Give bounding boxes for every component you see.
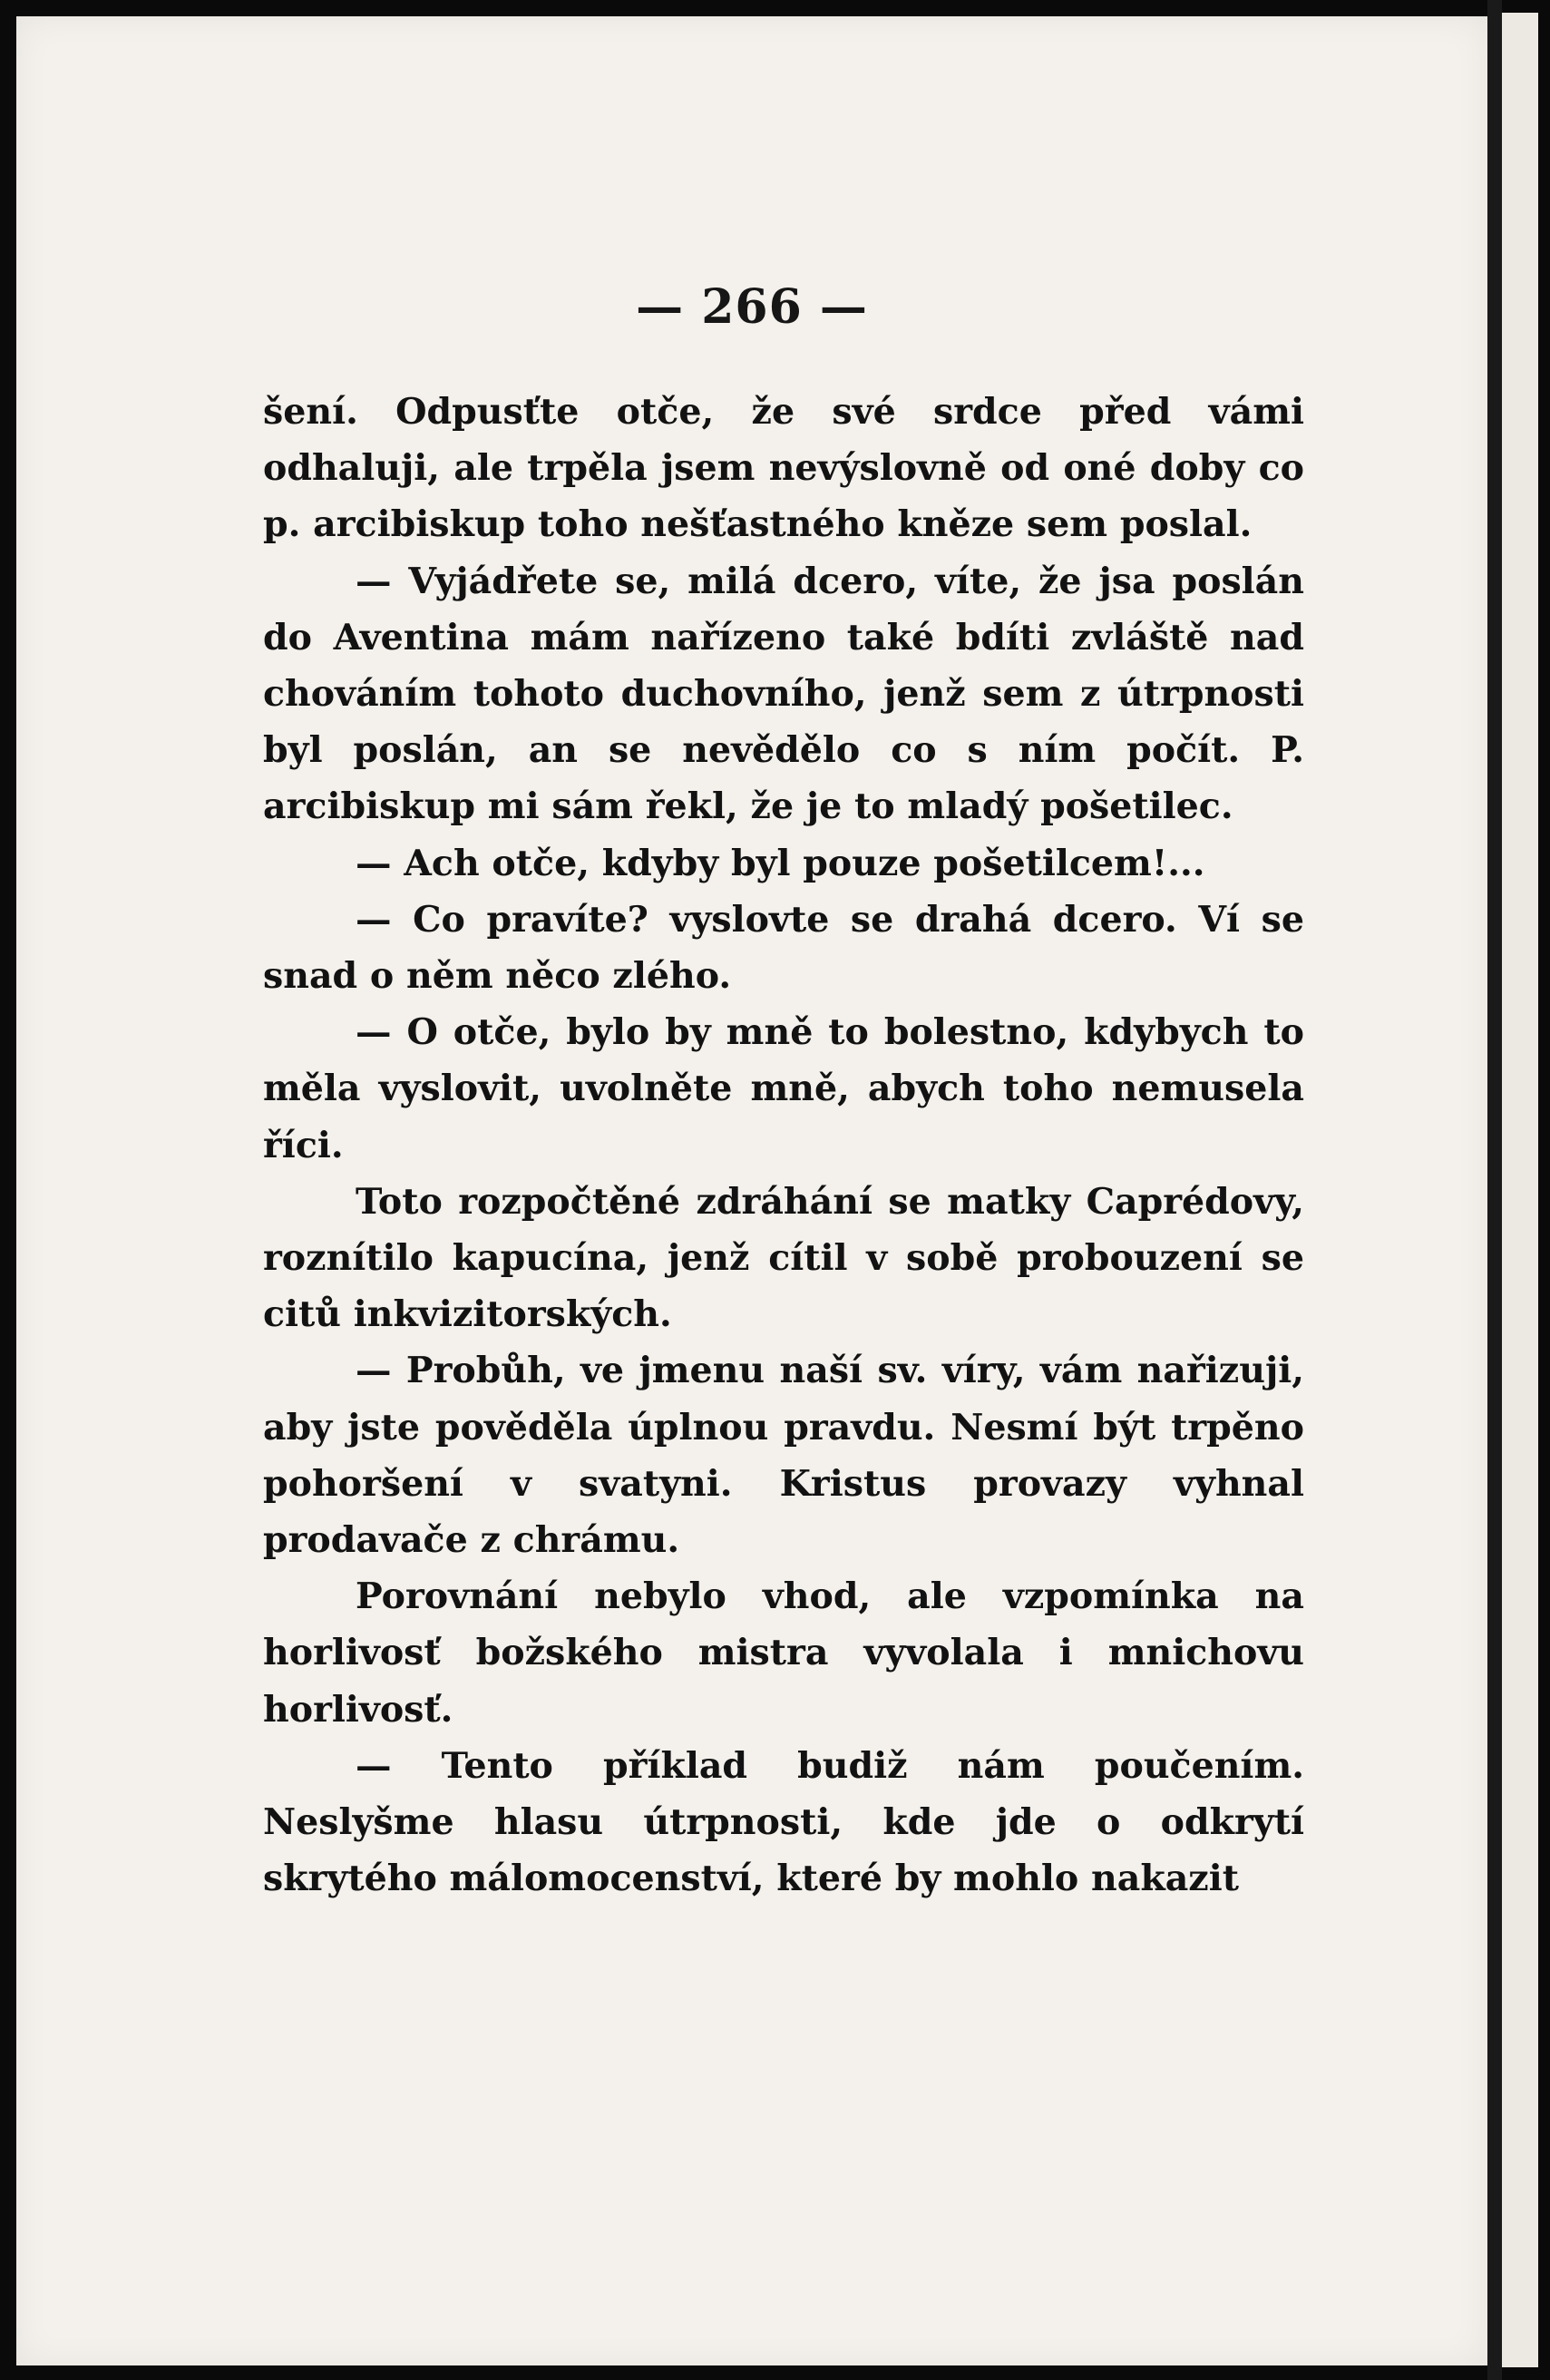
- body-text: [263, 384, 1304, 1907]
- paragraph-1: šení. Odpusťte otče, že své srdce před vámi odhaluji, ale trpěla jsem nevýslovně od oné doby co p. arcibiskup toho nešťastného kněze sem poslal.: [263, 391, 1304, 546]
- book-page: [16, 16, 1487, 2365]
- paragraph-9: — Tento příklad budiž nám poučením. Neslyšme hlasu útrpnosti, kde jde o odkrytí skrytého málomocenství, které by mohlo nakazit: [263, 1744, 1304, 1900]
- next-page-strip: [1502, 13, 1538, 2367]
- page-edge-dark: [1487, 0, 1502, 2380]
- paragraph-7: — Probůh, ve jmenu naší sv. víry, vám nařizuji, aby jste pověděla úplnou pravdu. Nesmí být trpěno pohoršení v svatyni. Kristus provazy vyhnal prodavače z chrámu.: [263, 1350, 1304, 1562]
- paragraph-2: — Vyjádřete se, milá dcero, víte, že jsa poslán do Aventina mám nařízeno také bdíti zvláště nad chováním tohoto duchovního, jenž sem z útrpnosti byl poslán, an se nevědělo co s ním počít. P. arcibiskup mi sám řekl, že je to mladý pošetilec.: [263, 560, 1304, 828]
- paragraph-6: Toto rozpočtěné zdráhání se matky Caprédovy, roznítilo kapucína, jenž cítil v sobě probouzení se citů inkvizitorských.: [263, 1180, 1304, 1336]
- page-number: — 266 —: [636, 279, 868, 335]
- paragraph-8: Porovnání nebylo vhod, ale vzpomínka na horlivosť božského mistra vyvolala i mnichovu horlivosť.: [263, 1575, 1304, 1731]
- paragraph-3: — Ach otče, kdyby byl pouze pošetilcem!...: [356, 842, 1205, 884]
- paragraph-4: — Co pravíte? vyslovte se drahá dcero. Ví se snad o něm něco zlého.: [263, 898, 1304, 998]
- paragraph-5: — O otče, bylo by mně to bolestno, kdybych to měla vyslovit, uvolněte mně, abych toho nemusela říci.: [263, 1011, 1304, 1166]
